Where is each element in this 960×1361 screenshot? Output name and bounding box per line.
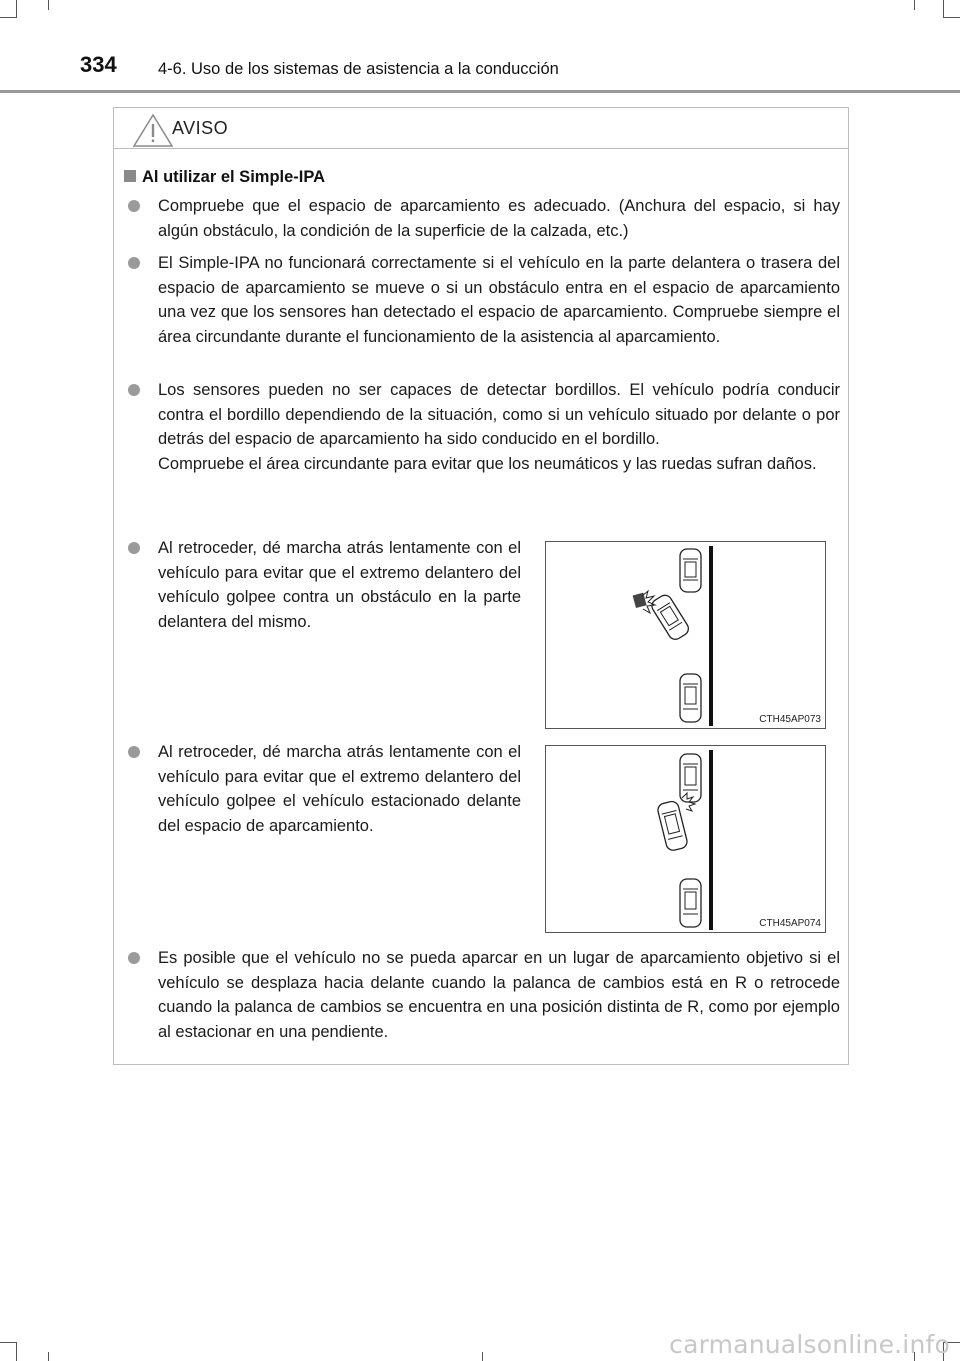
warning-triangle-icon (131, 112, 175, 148)
bullet-text: Al retroceder, dé marcha atrás lentamente con el vehículo para evitar que el extremo delantero del vehículo golpee el vehículo estacionado delante del espacio de aparcamiento. (158, 743, 521, 835)
bullet-text: Al retroceder, dé marcha atrás lentamente con el vehículo para evitar que el extremo delantero del vehículo golpee contra un obstáculo en la parte delantera del mismo. (158, 539, 521, 631)
reversing-car (656, 800, 688, 852)
bullet-dot-icon (128, 952, 140, 964)
crop-mark (0, 1342, 16, 1343)
bullet-item (128, 946, 840, 1044)
bullet-text: El Simple-IPA no funcionará correctamente si el vehículo en la parte delantera o trasera del espacio de aparcamiento se mueve o si un obstáculo entra en el espacio de aparcamiento una vez que los sensores han detectado el espacio de aparcamiento. Compruebe siempre el área circundante durante el funcionamiento de la asistencia al aparcamiento. (158, 254, 840, 346)
crop-mark (48, 0, 49, 10)
bullet-text: Los sensores pueden no ser capaces de detectar bordillos. El vehículo podría conducir contra el bordillo dependiendo de la situación, como si un vehículo situado por delante o por detrás del espacio de aparcamiento ha sido conducido en el bordillo. (158, 381, 840, 448)
chapter-title: 4-6. Uso de los sistemas de asistencia a la conducción (158, 60, 559, 78)
square-bullet-icon (124, 170, 136, 182)
illustration-obstacle (545, 541, 826, 729)
bullet-item (128, 378, 840, 476)
parked-car-front (680, 754, 701, 802)
bullet-dot-icon (128, 384, 140, 396)
reversing-car (649, 593, 691, 642)
crop-mark (16, 1342, 17, 1361)
bullet-dot-icon (128, 542, 140, 554)
parked-car-rear (680, 879, 701, 927)
bullet-text-continued: Compruebe el área circundante para evitar que los neumáticos y las ruedas sufran daños. (158, 454, 817, 473)
figure-code: CTH45AP073 (759, 714, 821, 725)
crop-mark (943, 0, 944, 18)
warning-label: AVISO (172, 118, 229, 138)
figure-bullet-item (128, 740, 521, 838)
bullet-dot-icon (128, 257, 140, 269)
crop-mark (482, 1352, 483, 1361)
parking-diagram-vehicle (546, 746, 825, 932)
figure-code: CTH45AP074 (759, 918, 821, 929)
crop-mark (944, 17, 960, 18)
bullet-dot-icon (128, 746, 140, 758)
bullet-item (128, 194, 840, 243)
bullet-text: Compruebe que el espacio de aparcamiento es adecuado. (Anchura del espacio, si hay algún obstáculo, la condición de la superficie de la calzada, etc.) (158, 197, 840, 240)
bullet-text: Es posible que el vehículo no se pueda aparcar en un lugar de aparcamiento objetivo si el vehículo se desplaza hacia delante cuando la palanca de cambios está en R o retrocede cuando la palanca de cambios se encuentra en una posición distinta de R, como por ejemplo al estacionar en una pendiente. (158, 949, 840, 1041)
parked-car-front (680, 549, 701, 592)
obstacle-icon (633, 591, 655, 613)
crop-mark (16, 0, 17, 18)
crop-mark (0, 17, 16, 18)
bullet-item (128, 251, 840, 349)
crop-mark (48, 1352, 49, 1361)
parking-diagram-obstacle (546, 542, 825, 728)
parked-car-rear (680, 674, 701, 722)
watermark: carmanualsonline.info (669, 1330, 950, 1359)
crop-mark (914, 0, 915, 10)
page-number: 334 (80, 52, 117, 77)
header-divider (0, 90, 960, 93)
warning-box (113, 107, 849, 1065)
section-title (124, 168, 325, 187)
section-title-text: Al utilizar el Simple-IPA (142, 168, 326, 186)
illustration-parked-vehicle (545, 745, 826, 933)
warning-header (114, 108, 848, 149)
bullet-dot-icon (128, 200, 140, 212)
figure-bullet-item (128, 536, 521, 634)
